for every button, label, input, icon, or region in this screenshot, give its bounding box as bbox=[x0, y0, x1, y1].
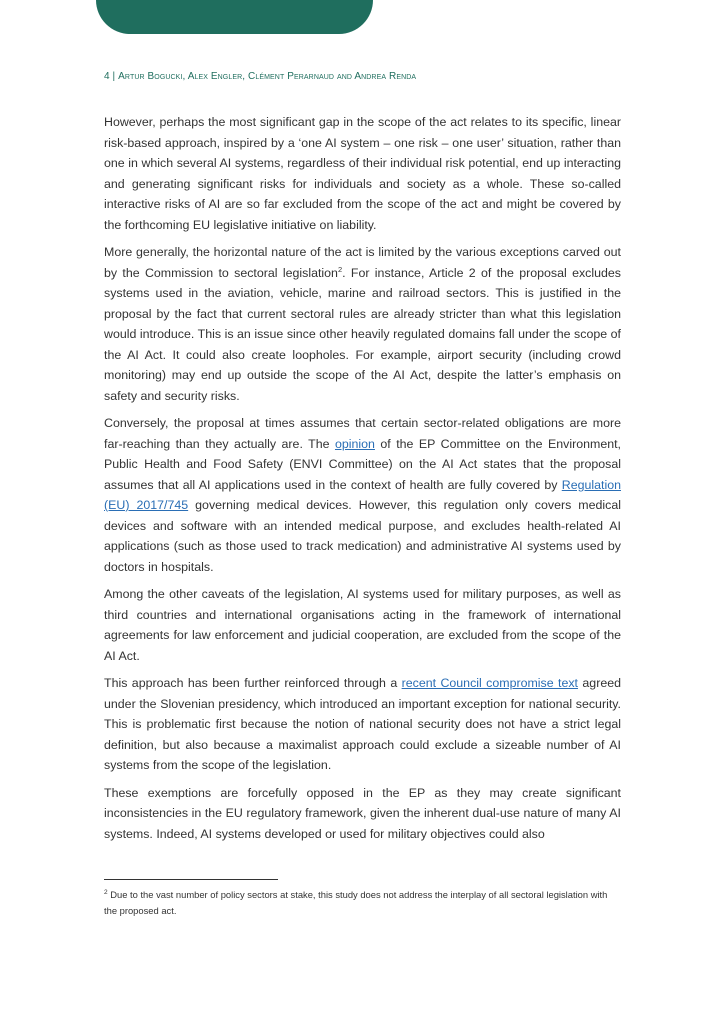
header-separator: | bbox=[109, 71, 119, 82]
regulation-2017-745-link[interactable]: Regulation (EU) 2017/745 bbox=[104, 477, 621, 512]
paragraph-5 bbox=[104, 673, 621, 776]
footnote-text: Due to the vast number of policy sectors at stake, this study does not address the interplay of all sectoral legislation with the proposed act. bbox=[104, 889, 608, 916]
page-number: 4 bbox=[104, 71, 110, 82]
paragraph-3-text-a: Conversely, the proposal at times assumes that certain sector-related obligations are more far-reaching than they actually are. The bbox=[104, 416, 621, 451]
paragraph-4: Among the other caveats of the legislation, AI systems used for military purposes, as well as third countries and international organisations acting in the framework of international agreements for law enforcement and judicial cooperation, are excluded from the scope of the AI Act. bbox=[104, 587, 621, 663]
council-compromise-text-link[interactable]: recent Council compromise text bbox=[401, 676, 579, 690]
header-tab bbox=[96, 0, 373, 34]
paragraph-2-text-b: . For instance, Article 2 of the proposal excludes systems used in the aviation, vehicle, marine and railroad sectors. This is justified in the proposal by the fact that current sectoral rules are already stricter than what this legislation would introduce. This is an issue since other heavily regulated domains fall under the scope of the AI Act. It could also create loopholes. For example, airport security (including crowd monitoring) may end up outside the scope of the AI Act, despite the latter’s emphasis on safety and security risks. bbox=[104, 265, 621, 403]
paragraph-5-text-a: This approach has been further reinforced through a bbox=[104, 676, 402, 690]
paragraph-3-text-c: governing medical devices. However, this regulation only covers medical devices and software with an intended medical purpose, and excludes health-related AI applications (such as those used to track medication) and administrative AI systems used by doctors in hospitals. bbox=[104, 498, 622, 574]
paragraph-6: These exemptions are forcefully opposed in the EP as they may create significant inconsistencies in the EU regulatory framework, given the inherent dual-use nature of many AI systems. Indeed, AI systems developed or used for military objectives could also bbox=[104, 785, 621, 841]
header-authors: Artur Bogucki, Alex Engler, Clément Perarnaud and Andrea Renda bbox=[118, 71, 417, 82]
footnote-divider bbox=[104, 879, 278, 880]
running-header bbox=[104, 71, 416, 82]
opinion-link[interactable]: opinion bbox=[334, 436, 375, 451]
paragraph-1: However, perhaps the most significant gap in the scope of the act relates to its specific, linear risk-based approach, inspired by a ‘one AI system – one risk – one user’ situation, rather than one in which several AI systems, regardless of their individual risk potential, end up interacting and generating significant risks for individuals and society as a whole. These so-called interactive risks of AI are so far excluded from the scope of the act and might be covered by the forthcoming EU legislative initiative on liability. bbox=[104, 115, 621, 232]
body-text bbox=[104, 112, 621, 851]
footnote-ref-2[interactable]: 2 bbox=[337, 264, 343, 274]
paragraph-2-text-a: More generally, the horizontal nature of the act is limited by the various exceptions carved out by the Commission to sectoral legislation bbox=[104, 245, 621, 280]
paragraph-3-text-b: of the EP Committee on the Environment, Public Health and Food Safety (ENVI Committee) on the AI Act states that the proposal assumes that all AI applications used in the context of health are fully covered by bbox=[104, 436, 622, 492]
footnote-2 bbox=[104, 887, 621, 918]
paragraph-2 bbox=[104, 242, 621, 406]
paragraph-3 bbox=[104, 413, 621, 577]
footnote-marker: 2 bbox=[104, 888, 108, 896]
paragraph-5-text-b: agreed under the Slovenian presidency, which introduced an important exception for national security. This is problematic first because the notion of national security does not have a strict legal definition, but also because a maximalist approach could exclude a sizeable number of AI systems from the scope of the legislation. bbox=[104, 676, 621, 772]
